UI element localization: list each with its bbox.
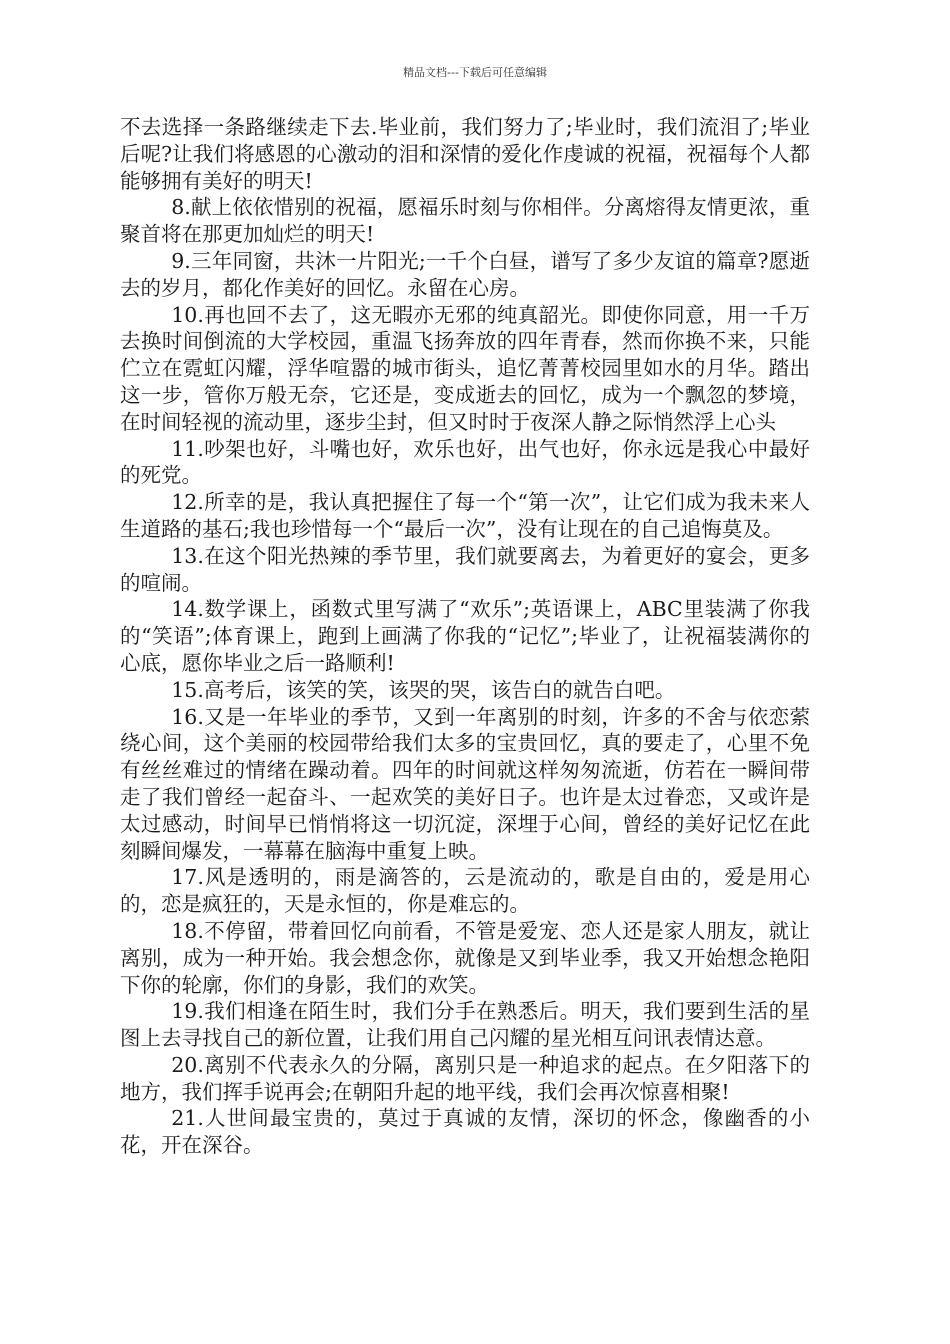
paragraph: 21.人世间最宝贵的，莫过于真诚的友情，深切的怀念，像幽香的小花，开在深谷。	[120, 1106, 810, 1158]
document-body	[120, 114, 810, 1159]
paragraph: 17.风是透明的，雨是滴答的，云是流动的，歌是自由的，爱是用心的，恋是疯狂的，天是永恒的，你是难忘的。	[120, 865, 810, 917]
paragraph: 11.吵架也好，斗嘴也好，欢乐也好，出气也好，你永远是我心中最好的死党。	[120, 436, 810, 488]
paragraph: 9.三年同窗，共沐一片阳光;一千个白昼，谱写了多少友谊的篇章?愿逝去的岁月，都化作美好的回忆。永留在心房。	[120, 248, 810, 300]
paragraph: 15.高考后，该笑的笑，该哭的哭，该告白的就告白吧。	[171, 677, 676, 702]
paragraph: 8.献上依依惜别的祝福，愿福乐时刻与你相伴。分离熔得友情更浓，重聚首将在那更加灿烂的明天!	[120, 195, 810, 247]
paragraph: 13.在这个阳光热辣的季节里，我们就要离去，为着更好的宴会，更多的喧闹。	[120, 543, 810, 595]
paragraph: 19.我们相逢在陌生时，我们分手在熟悉后。明天，我们要到生活的星图上去寻找自己的新位置，让我们用自己闪耀的星光相互问讯表情达意。	[120, 999, 810, 1051]
paragraph: 20.离别不代表永久的分隔，离别只是一种追求的起点。在夕阳落下的地方，我们挥手说再会;在朝阳升起的地平线，我们会再次惊喜相聚!	[120, 1052, 810, 1104]
paragraph: 16.又是一年毕业的季节，又到一年离别的时刻，许多的不舍与依恋萦绕心间，这个美丽的校园带给我们太多的宝贵回忆，真的要走了，心里不免有丝丝难过的情绪在躁动着。四年的时间就这样匆匆流逝，仿若在一瞬间带走了我们曾经一起奋斗、一起欢笑的美好日子。也许是太过眷恋，又或许是太过感动，时间早已悄悄将这一切沉淀，深埋于心间，曾经的美好记忆在此刻瞬间爆发，一幕幕在脑海中重复上映。	[120, 704, 810, 863]
paragraph: 18.不停留，带着回忆向前看，不管是爱宠、恋人还是家人朋友，就让离别，成为一种开始。我会想念你，就像是又到毕业季，我又开始想念艳阳下你的轮廓，你们的身影，我们的欢笑。	[120, 918, 810, 997]
page-header: 精品文档---下载后可任意编辑	[403, 66, 547, 79]
paragraph: 不去选择一条路继续走下去.毕业前，我们努力了;毕业时，我们流泪了;毕业后呢?让我们将感恩的心激动的泪和深情的爱化作虔诚的祝福，祝福每个人都能够拥有美好的明天!	[120, 115, 810, 193]
paragraph: 14.数学课上，函数式里写满了“欢乐”;英语课上，ABC里装满了你我的“笑语”;体育课上，跑到上画满了你我的“记忆”;毕业了，让祝福装满你的心底，愿你毕业之后一路顺利!	[120, 597, 810, 675]
paragraph: 12.所幸的是，我认真把握住了每一个“第一次”，让它们成为我未来人生道路的基石;我也珍惜每一个“最后一次”，没有让现在的自己追悔莫及。	[120, 490, 810, 541]
paragraph: 10.再也回不去了，这无暇亦无邪的纯真韶光。即使你同意，用一千万去换时间倒流的大学校园，重温飞扬奔放的四年青春，然而你换不来，只能伫立在霓虹闪耀，浮华喧嚣的城市街头，追忆菁菁校园里如水的月华。踏出这一步，管你万般无奈，它还是，变成逝去的回忆，成为一个飘忽的梦境，在时间轻视的流动里，逐步尘封，但又时时于夜深人静之际悄然浮上心头	[120, 302, 810, 434]
